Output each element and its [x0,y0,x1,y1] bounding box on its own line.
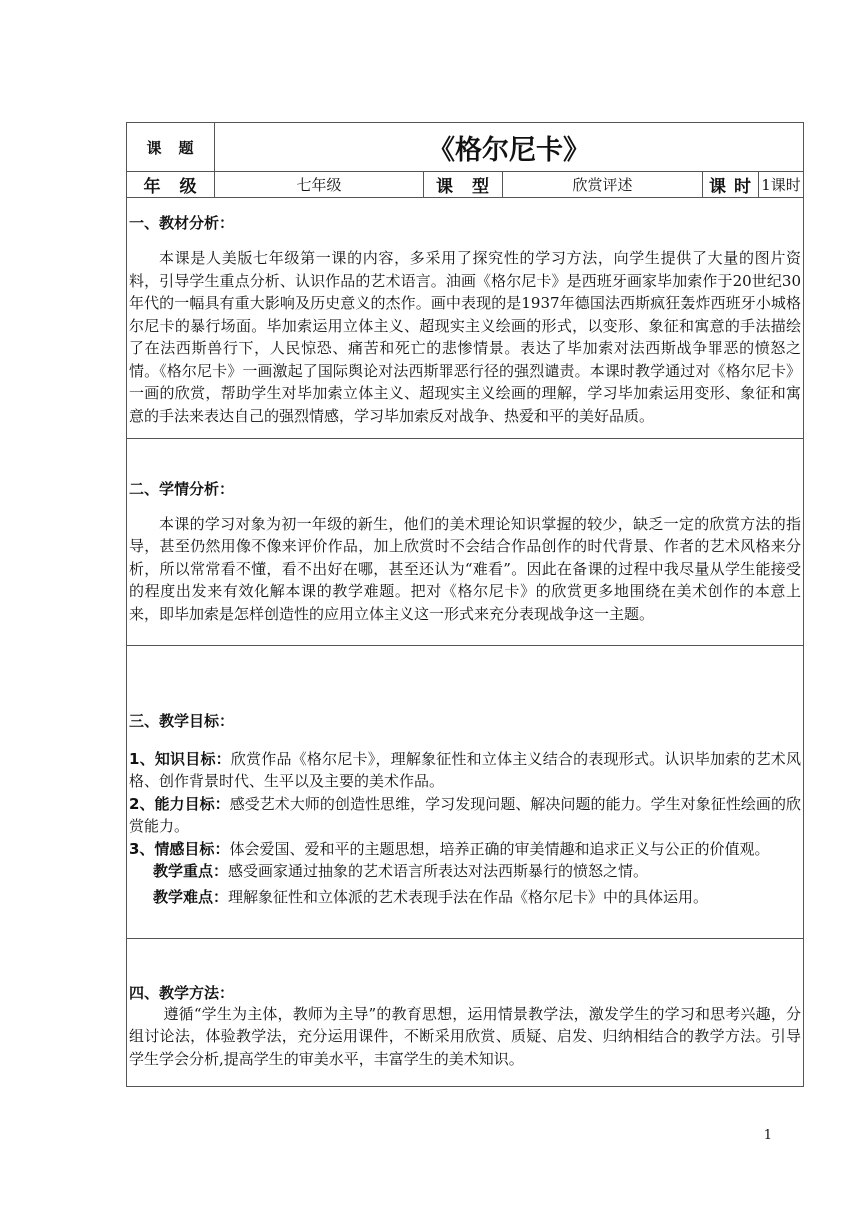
goal-label: 2、能力目标： [129,794,230,813]
difficulty-text: 理解象征性和立体派的艺术表现手法在作品《格尔尼卡》中的具体运用。 [228,887,709,906]
goal-item [127,748,803,793]
difficulty-point [127,886,803,909]
hours-label: 课 时 [703,172,759,198]
section-paragraph: 本课的学习对象为初一年级的新生，他们的美术理论知识掌握的较少，缺乏一定的欣赏方法的指导，甚至仍然用像不像来评价作品，加上欣赏时不会结合作品创作的时代背景、作者的艺术风格来分析，所以常常看不懂，看不出好在哪，甚至还认为“难看”。因此在备课的过程中我尽量从学生能接受的程度出发来有效化解本课的教学难题。把对《格尔尼卡》的欣赏更多地围绕在美术创作的本意上来，即毕加索是怎样创造性的应用立体主义这一形式来充分表现战争这一主题。 [129,514,802,623]
section-material [127,198,804,439]
key-point-label: 教学重点： [153,862,229,881]
section-paragraph: 遵循“学生为主体，教师为主导”的教育思想，运用情景教学法，激发学生的学习和思考兴趣，分组讨论法，体验教学法，充分运用课件，不断采用欣赏、质疑、启发、归纳相结合的教学方法。引导学生学会分析,提高学生的审美水平，丰富学生的美术知识。 [129,1004,802,1068]
goal-text: 体会爱国、爱和平的主题思想，培养正确的审美情趣和追求正义与公正的价值观。 [229,839,770,858]
page-number: 1 [763,1128,772,1143]
type-label: 课 型 [424,172,503,198]
section-learners [127,439,804,646]
title-row [127,123,804,172]
grade-label: 年 级 [127,172,215,198]
section-heading: 三、教学目标： [129,711,235,730]
goal-text: 感受艺术大师的创造性思维，学习发现问题、解决问题的能力。学生对象征性绘画的欣赏能力。 [129,794,801,836]
key-point-text: 感受画家通过抽象的艺术语言所表达对法西斯暴行的愤怒之情。 [228,862,649,881]
section-heading: 一、教材分析： [129,214,235,232]
goal-item [127,838,803,861]
section-methods [127,939,804,1087]
difficulty-label: 教学难点： [153,887,229,906]
goal-item [127,793,803,838]
lesson-title: 《格尔尼卡》 [215,123,804,172]
hours-value: 1课时 [759,172,804,198]
section-heading: 二、学情分析： [129,479,235,498]
section-heading: 四、教学方法： [129,983,235,1002]
topic-label: 课 题 [127,123,215,172]
section-paragraph: 本课是人美版七年级第一课的内容，多采用了探究性的学习方法，向学生提供了大量的图片资料，引导学生重点分析、认识作品的艺术语言。油画《格尔尼卡》是西班牙画家毕加索作于20世纪30年代的一幅具有重大影响及历史意义的杰作。画中表现的是1937年德国法西斯疯狂轰炸西班牙小城格尔尼卡的暴行场面。毕加索运用立体主义、超现实主义绘画的形式，以变形、象征和寓意的手法描绘了在法西斯兽行下，人民惊恐、痛苦和死亡的悲惨情景。表达了毕加索对法西斯战争罪恶的愤怒之情。《格尔尼卡》一画激起了国际舆论对法西斯罪恶行径的强烈谴责。本课时教学通过对《格尔尼卡》一画的欣赏，帮助学生对毕加索立体主义、超现实主义绘画的理解，学习毕加索运用变形、象征和寓意的手法来表达自己的强烈情感，学习毕加索反对战争、热爱和平的美好品质。 [129,249,802,425]
goal-label: 3、情感目标： [129,839,230,858]
section-goals [127,646,804,939]
type-value: 欣赏评述 [503,172,703,198]
grade-value: 七年级 [215,172,424,198]
key-point [127,860,803,883]
info-row [127,172,804,198]
goal-label: 1、知识目标： [129,749,231,768]
goal-text: 欣赏作品《格尔尼卡》，理解象征性和立体主义结合的表现形式。认识毕加索的艺术风格、创作背景时代、生平以及主要的美术作品。 [129,749,802,791]
lesson-plan-table [126,122,804,1087]
